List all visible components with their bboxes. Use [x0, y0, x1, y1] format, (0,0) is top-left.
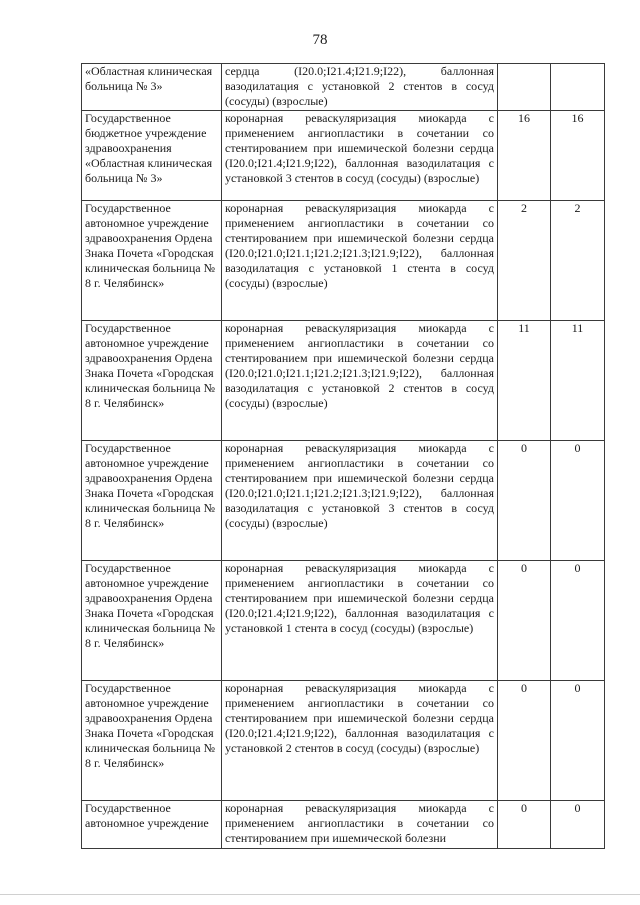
- volume-cell-2: 11: [551, 321, 605, 441]
- volume-cell-1: 0: [498, 561, 551, 681]
- table-row: [82, 801, 605, 849]
- volume-cell-2: 16: [551, 111, 605, 201]
- procedure-cell: сердца (I20.0;I21.4;I21.9;I22), баллонная вазодилатация с установкой 2 стентов в сосуд (сосуды) (взрослые): [222, 64, 498, 111]
- organization-cell: Государственное автономное учреждение здравоохранения Ордена Знака Почета «Городская клиническая больница № 8 г. Челябинск»: [82, 201, 222, 321]
- procedure-cell: коронарная реваскуляризация миокарда с применением ангиопластики в сочетании со стентированием при ишемической болезни сердца (I20.0;I21.4;I21.9;I22), баллонная вазодилатация с установкой 1 стента в сосуд (сосуды) (взрослые): [222, 561, 498, 681]
- volume-cell-1: 16: [498, 111, 551, 201]
- organization-cell: Государственное автономное учреждение здравоохранения Ордена Знака Почета «Городская клиническая больница № 8 г. Челябинск»: [82, 441, 222, 561]
- procedure-cell: коронарная реваскуляризация миокарда с применением ангиопластики в сочетании со стентированием при ишемической болезни: [222, 801, 498, 849]
- volume-cell-2: 0: [551, 441, 605, 561]
- organization-cell: Государственное автономное учреждение: [82, 801, 222, 849]
- table-row: [82, 111, 605, 201]
- volume-cell-1: 0: [498, 441, 551, 561]
- medical-care-volume-table: [81, 63, 605, 849]
- organization-cell: Государственное автономное учреждение здравоохранения Ордена Знака Почета «Городская клиническая больница № 8 г. Челябинск»: [82, 321, 222, 441]
- volume-cell-1: 11: [498, 321, 551, 441]
- table-row: [82, 681, 605, 801]
- volume-cell-1: 0: [498, 801, 551, 849]
- table-row: [82, 441, 605, 561]
- procedure-cell: коронарная реваскуляризация миокарда с применением ангиопластики в сочетании со стентированием при ишемической болезни сердца (I20.0;I21.0;I21.1;I21.2;I21.3;I21.9;I22), баллонная вазодилатация с установкой 1 стента в сосуд (сосуды) (взрослые): [222, 201, 498, 321]
- page-bottom-rule: [0, 894, 640, 895]
- table-row: [82, 64, 605, 111]
- table-row: [82, 561, 605, 681]
- volume-cell-2: 0: [551, 681, 605, 801]
- organization-cell: «Областная клиническая больница № 3»: [82, 64, 222, 111]
- table-row: [82, 201, 605, 321]
- volume-cell-2: [551, 64, 605, 111]
- volume-cell-1: [498, 64, 551, 111]
- organization-cell: Государственное автономное учреждение здравоохранения Ордена Знака Почета «Городская клиническая больница № 8 г. Челябинск»: [82, 561, 222, 681]
- page-number: 78: [312, 32, 328, 48]
- volume-cell-1: 2: [498, 201, 551, 321]
- volume-cell-1: 0: [498, 681, 551, 801]
- volume-cell-2: 0: [551, 561, 605, 681]
- organization-cell: Государственное бюджетное учреждение здравоохранения «Областная клиническая больница № 3»: [82, 111, 222, 201]
- table-row: [82, 321, 605, 441]
- table-body: [82, 64, 605, 849]
- procedure-cell: коронарная реваскуляризация миокарда с применением ангиопластики в сочетании со стентированием при ишемической болезни сердца (I20.0;I21.4;I21.9;I22), баллонная вазодилатация с установкой 2 стентов в сосуд (сосуды) (взрослые): [222, 681, 498, 801]
- organization-cell: Государственное автономное учреждение здравоохранения Ордена Знака Почета «Городская клиническая больница № 8 г. Челябинск»: [82, 681, 222, 801]
- volume-cell-2: 0: [551, 801, 605, 849]
- procedure-cell: коронарная реваскуляризация миокарда с применением ангиопластики в сочетании со стентированием при ишемической болезни сердца (I20.0;I21.4;I21.9;I22), баллонная вазодилатация с установкой 3 стентов в сосуд (сосуды) (взрослые): [222, 111, 498, 201]
- procedure-cell: коронарная реваскуляризация миокарда с применением ангиопластики в сочетании со стентированием при ишемической болезни сердца (I20.0;I21.0;I21.1;I21.2;I21.3;I21.9;I22), баллонная вазодилатация с установкой 2 стентов в сосуд (сосуды) (взрослые): [222, 321, 498, 441]
- volume-cell-2: 2: [551, 201, 605, 321]
- procedure-cell: коронарная реваскуляризация миокарда с применением ангиопластики в сочетании со стентированием при ишемической болезни сердца (I20.0;I21.0;I21.1;I21.2;I21.3;I21.9;I22), баллонная вазодилатация с установкой 3 стентов в сосуд (сосуды) (взрослые): [222, 441, 498, 561]
